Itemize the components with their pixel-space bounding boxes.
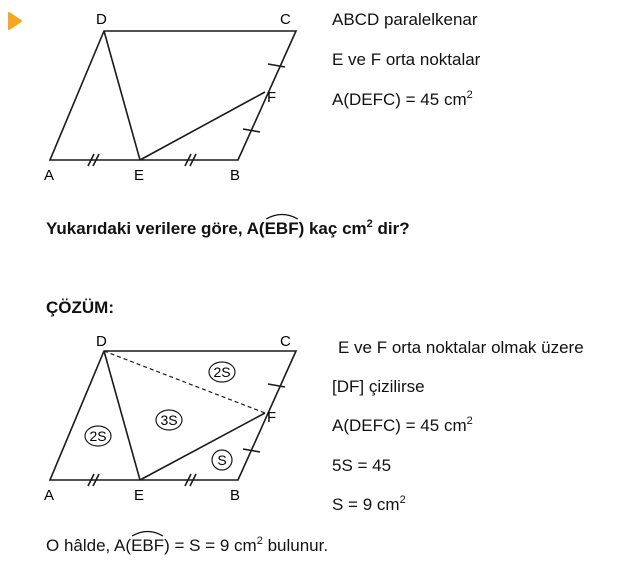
- point-label-d-s: D: [96, 333, 107, 350]
- tick-cf-s: [268, 384, 285, 387]
- segment-de-solution: [104, 351, 140, 480]
- given-area: A(DEFC) = 45 $cm^2$: [332, 89, 473, 109]
- segment-ef: [140, 92, 265, 160]
- point-label-e: E: [134, 167, 145, 184]
- figure-parallelogram: [0, 0, 320, 190]
- point-label-c-s: C: [280, 333, 291, 350]
- region-label-top: 2S: [213, 364, 231, 380]
- point-label-b: B: [230, 167, 241, 184]
- segment-de: [104, 31, 140, 160]
- figure-solution: [0, 330, 320, 510]
- point-label-f: F: [267, 89, 277, 106]
- point-label-c: C: [280, 11, 291, 28]
- arc-ebf: EBF: [265, 219, 299, 239]
- solution-result: S = 9 $cm^2$: [332, 494, 406, 514]
- arc-ebf-conclusion: EBF: [131, 536, 164, 556]
- solution-title: ÇÖZÜM:: [46, 298, 114, 317]
- point-label-b-s: B: [230, 487, 241, 504]
- given-midpoints: E ve F orta noktalar: [332, 50, 481, 69]
- point-label-a-s: A: [44, 487, 55, 504]
- segment-ef-solution: [140, 413, 265, 480]
- solution-line-1: E ve F orta noktalar olmak üzere: [338, 338, 584, 357]
- region-label-small: S: [217, 452, 227, 468]
- arc-icon: [131, 529, 164, 537]
- point-label-f-s: F: [267, 409, 277, 426]
- point-label-e-s: E: [134, 487, 145, 504]
- segment-df-dashed: [104, 351, 265, 413]
- region-label-middle: 3S: [160, 412, 178, 428]
- arc-icon: [265, 212, 299, 220]
- solution-line-2: [DF] çizilirse: [332, 377, 425, 396]
- point-label-d: D: [96, 11, 107, 28]
- solution-equation: 5S = 45: [332, 456, 392, 475]
- question-text: Yukarıdaki verilere göre, A( EBF) kaç $cm^2$ dir?: [46, 219, 410, 239]
- given-parallelogram: ABCD paralelkenar: [332, 10, 478, 29]
- solution-area-given: A(DEFC) = 45 $cm^2$: [332, 415, 473, 435]
- solution-conclusion: O hâlde, A( EBF) = S = 9 $cm^2$ bulunur.: [46, 536, 328, 556]
- tick-cf: [268, 64, 285, 67]
- point-label-a: A: [44, 167, 55, 184]
- region-label-left: 2S: [89, 428, 107, 444]
